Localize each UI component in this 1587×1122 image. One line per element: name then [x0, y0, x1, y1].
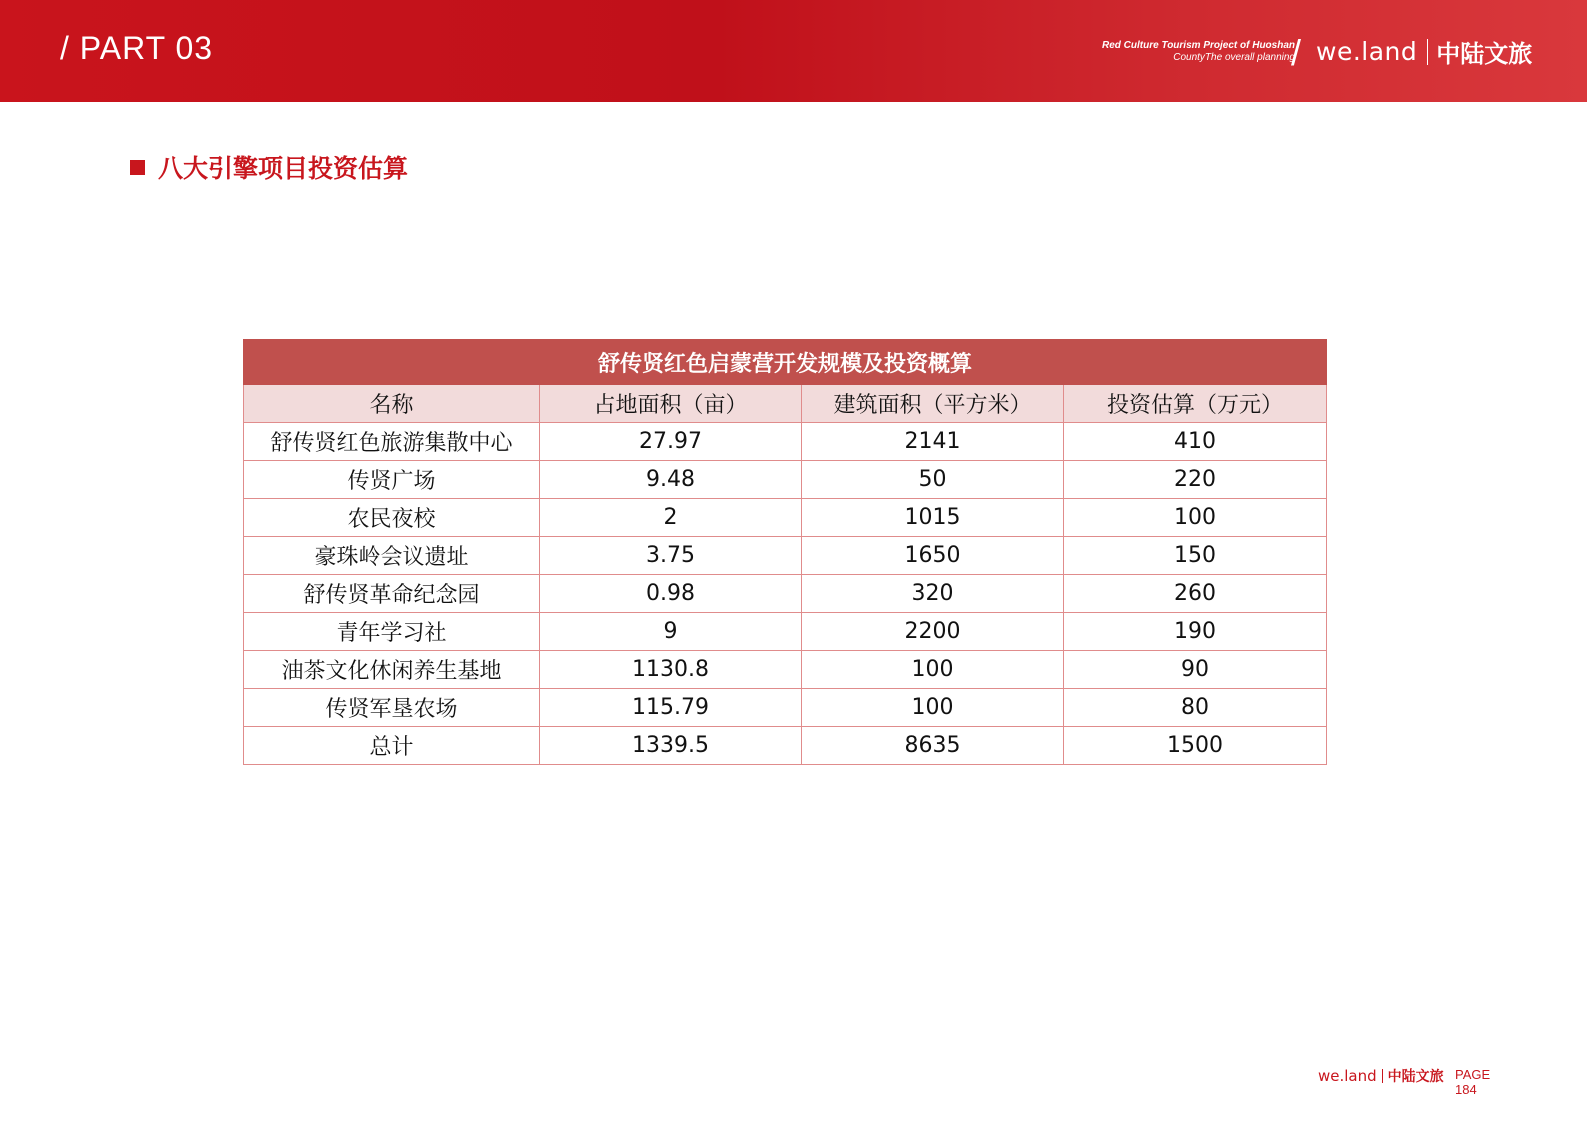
cell-land-area: 3.75 — [540, 537, 802, 575]
footer-logo-en: we.land — [1318, 1067, 1377, 1085]
column-header: 占地面积（亩） — [540, 385, 802, 423]
table-row — [244, 613, 1327, 651]
cell-investment: 80 — [1064, 689, 1327, 727]
header-divider-slash: / — [1291, 32, 1302, 73]
page-label: PAGE — [1455, 1067, 1491, 1082]
project-line-2: CountyThe overall planning — [1173, 52, 1295, 63]
section-title-text: 八大引擎项目投资估算 — [158, 154, 409, 183]
cell-investment: 1500 — [1064, 727, 1327, 765]
logo-divider — [1427, 39, 1428, 65]
cell-building-area: 50 — [802, 461, 1064, 499]
cell-land-area: 0.98 — [540, 575, 802, 613]
cell-name: 青年学习社 — [244, 613, 540, 651]
table-row — [244, 575, 1327, 613]
column-header: 投资估算（万元） — [1064, 385, 1327, 423]
cell-name: 油茶文化休闲养生基地 — [244, 651, 540, 689]
cell-investment: 100 — [1064, 499, 1327, 537]
footer-logo-cn: 中陆文旅 — [1387, 1069, 1444, 1085]
cell-investment: 220 — [1064, 461, 1327, 499]
cell-investment: 150 — [1064, 537, 1327, 575]
cell-land-area: 9 — [540, 613, 802, 651]
cell-name: 总计 — [244, 727, 540, 765]
cell-name: 豪珠岭会议遗址 — [244, 537, 540, 575]
part-label: / PART 03 — [60, 30, 214, 66]
cell-investment: 260 — [1064, 575, 1327, 613]
table-title-row — [244, 340, 1327, 385]
cell-building-area: 2141 — [802, 423, 1064, 461]
table-row — [244, 537, 1327, 575]
cell-name: 舒传贤红色旅游集散中心 — [244, 423, 540, 461]
cell-investment: 190 — [1064, 613, 1327, 651]
cell-land-area: 27.97 — [540, 423, 802, 461]
cell-name: 舒传贤革命纪念园 — [244, 575, 540, 613]
square-bullet-icon — [130, 160, 145, 175]
investment-table — [243, 339, 1327, 765]
cell-building-area: 100 — [802, 689, 1064, 727]
cell-land-area: 2 — [540, 499, 802, 537]
cell-name: 农民夜校 — [244, 499, 540, 537]
brand-logo — [1316, 34, 1532, 69]
project-subtitle — [1102, 40, 1295, 64]
cell-name: 传贤广场 — [244, 461, 540, 499]
project-line-1: Red Culture Tourism Project of Huoshan — [1102, 40, 1295, 51]
header-banner — [0, 0, 1587, 102]
table-title: 舒传贤红色启蒙营开发规模及投资概算 — [244, 340, 1327, 385]
table-row — [244, 423, 1327, 461]
cell-building-area: 8635 — [802, 727, 1064, 765]
table-row — [244, 461, 1327, 499]
page-number — [1455, 1067, 1490, 1097]
cell-building-area: 1015 — [802, 499, 1064, 537]
footer-logo-divider — [1382, 1069, 1383, 1083]
table-row — [244, 651, 1327, 689]
cell-building-area: 320 — [802, 575, 1064, 613]
footer-logo — [1318, 1066, 1444, 1086]
cell-name: 传贤军垦农场 — [244, 689, 540, 727]
column-header: 名称 — [244, 385, 540, 423]
cell-land-area: 115.79 — [540, 689, 802, 727]
cell-land-area: 1339.5 — [540, 727, 802, 765]
cell-land-area: 1130.8 — [540, 651, 802, 689]
cell-building-area: 100 — [802, 651, 1064, 689]
cell-investment: 410 — [1064, 423, 1327, 461]
cell-investment: 90 — [1064, 651, 1327, 689]
logo-cn: 中陆文旅 — [1436, 40, 1533, 68]
cell-building-area: 1650 — [802, 537, 1064, 575]
cell-building-area: 2200 — [802, 613, 1064, 651]
column-header: 建筑面积（平方米） — [802, 385, 1064, 423]
table-total-row — [244, 727, 1327, 765]
logo-en: we.land — [1316, 37, 1418, 66]
section-heading — [130, 149, 408, 185]
page-number-value: 184 — [1455, 1082, 1477, 1097]
cell-land-area: 9.48 — [540, 461, 802, 499]
table-row — [244, 499, 1327, 537]
table-header-row — [244, 385, 1327, 423]
table-row — [244, 689, 1327, 727]
